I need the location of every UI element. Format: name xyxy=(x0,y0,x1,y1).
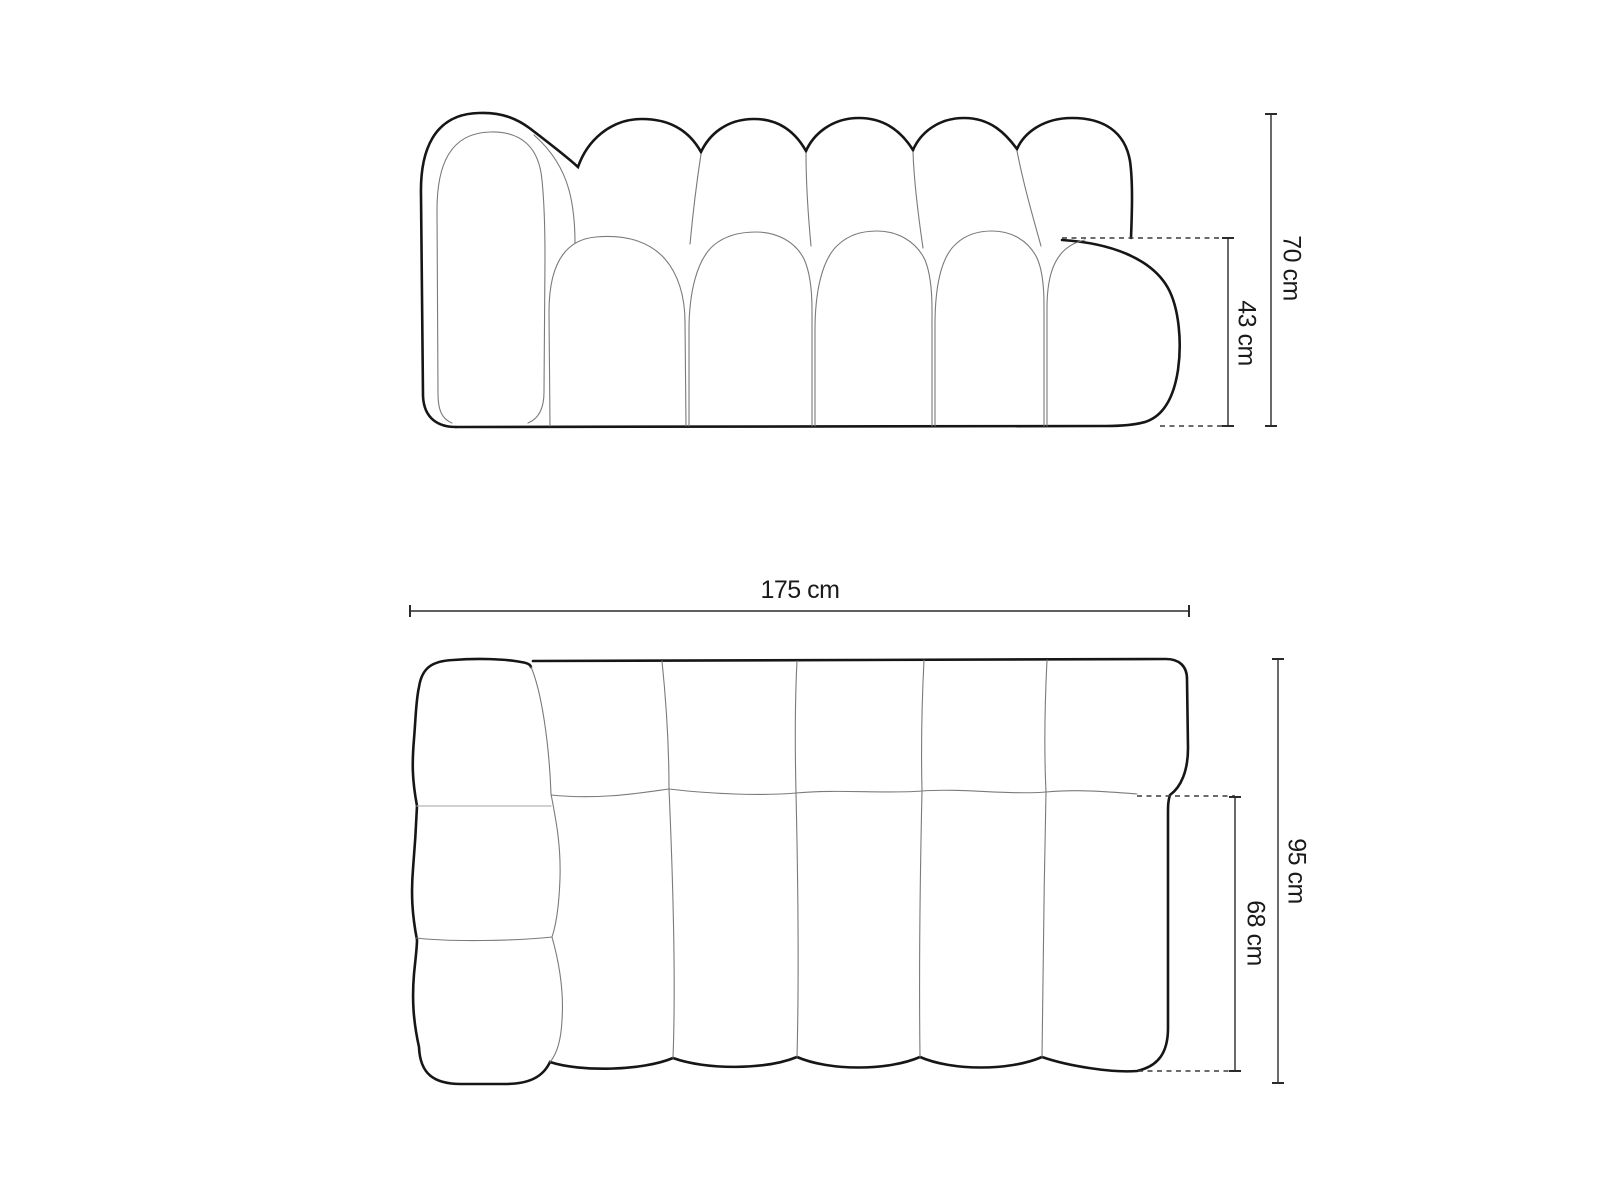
dim-label-overall-depth: 95 cm xyxy=(1282,838,1311,904)
front-backrest-channel-1 xyxy=(690,154,701,244)
dim-label-seat-depth: 68 cm xyxy=(1241,900,1270,966)
top-seat-channel-1 xyxy=(669,789,674,1058)
top-backrest-seat-seam xyxy=(551,789,1137,797)
front-armrest-edge-line xyxy=(534,135,575,243)
top-backrest-channel-2 xyxy=(795,661,797,793)
top-seat-channel-3 xyxy=(920,791,922,1057)
top-seat-channel-2 xyxy=(796,793,798,1057)
dim-label-overall-height: 70 cm xyxy=(1277,235,1306,301)
front-outline-seat-base xyxy=(456,240,1180,427)
top-backrest-channel-1 xyxy=(662,661,669,789)
front-view xyxy=(421,113,1180,427)
top-armrest-edge-segment-3 xyxy=(550,937,562,1062)
top-armrest-division-2 xyxy=(416,937,552,941)
front-armrest-inner-line xyxy=(437,132,545,423)
top-seat-channel-4 xyxy=(1042,792,1046,1057)
front-seat-cushion-4 xyxy=(935,231,1044,426)
front-seat-cushion-3 xyxy=(815,231,932,426)
top-backrest-channel-4 xyxy=(1045,660,1047,792)
front-outline-armrest-backrest xyxy=(421,113,1132,427)
front-seat-cushion-1 xyxy=(549,236,686,426)
front-backrest-channel-2 xyxy=(806,153,811,246)
front-backrest-channel-3 xyxy=(913,152,923,248)
front-backrest-channel-4 xyxy=(1017,151,1041,246)
top-view xyxy=(412,659,1188,1084)
top-backrest-channel-3 xyxy=(922,660,924,791)
front-seat-cushion-5-left xyxy=(1047,240,1085,426)
top-armrest-edge-segment-1 xyxy=(531,667,551,794)
top-outline xyxy=(412,659,1188,1084)
dim-label-overall-width: 175 cm xyxy=(760,576,840,604)
dim-label-seat-height: 43 cm xyxy=(1232,300,1261,366)
front-seat-cushion-2 xyxy=(689,232,812,426)
top-armrest-edge-segment-2 xyxy=(551,794,560,937)
